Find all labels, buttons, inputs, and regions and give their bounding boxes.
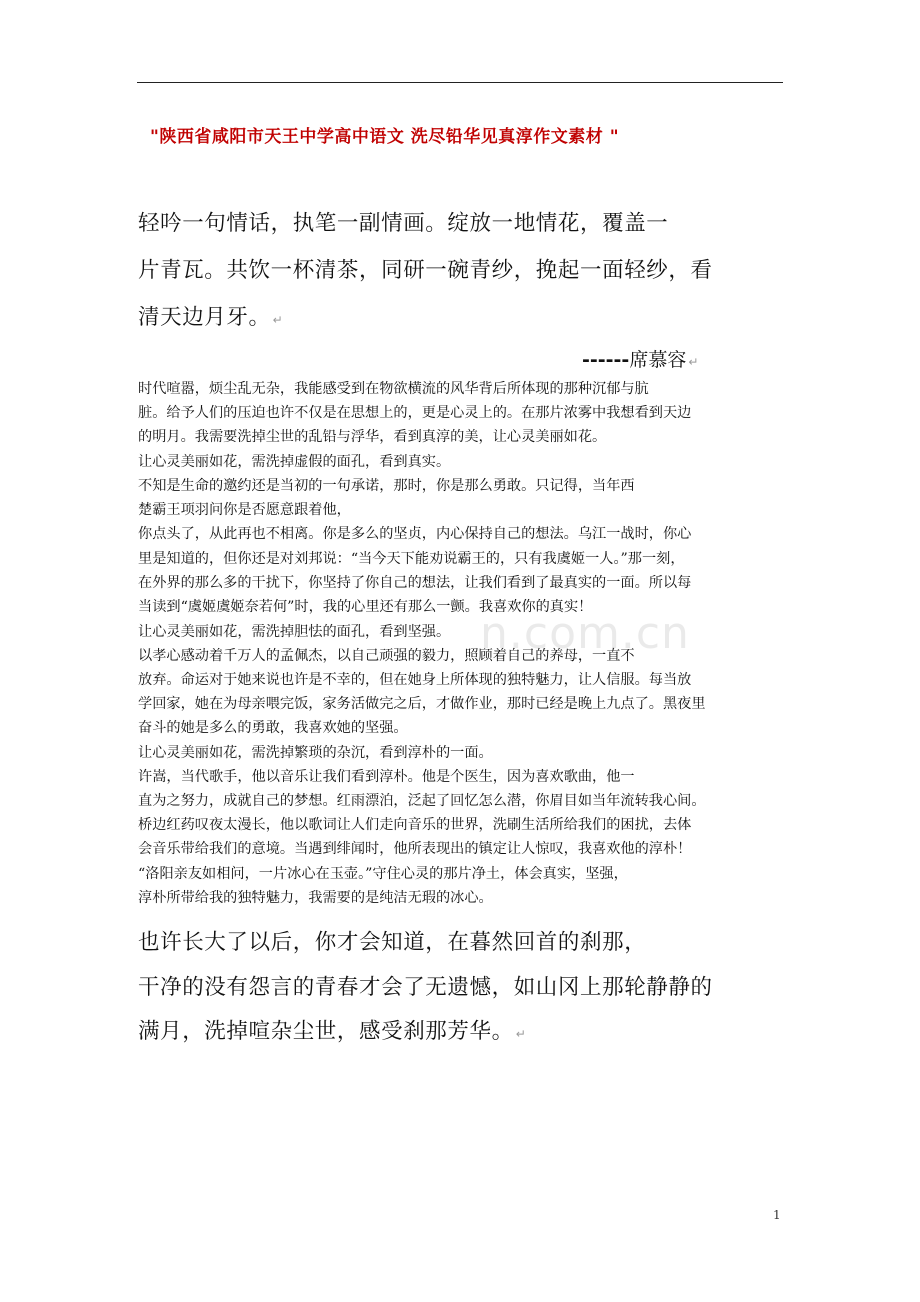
paragraph-mark: ↵ — [272, 313, 284, 327]
body-line: 脏。给予人们的压迫也许不仅是在思想上的，更是心灵上的。在那片浓雾中我想看到天边 — [138, 405, 692, 421]
body-line: 淳朴所带给我的独特魅力，我需要的是纯洁无瑕的冰心。 — [138, 890, 493, 906]
body-line: 你点头了，从此再也不相离。你是多么的坚贞，内心保持自己的想法。乌江一战时，你心 — [138, 526, 692, 542]
body-line: 直为之努力，成就自己的梦想。红雨漂泊，泛起了回忆怎么潜，你眉目如当年流转我心间。 — [138, 793, 706, 809]
signature — [582, 345, 698, 372]
body-line: 时代喧嚣，烦尘乱无杂，我能感受到在物欲横流的风华背后所体现的那种沉郁与肮 — [138, 381, 649, 397]
body-line: 许嵩，当代歌手，他以音乐让我们看到淳朴。他是个医生，因为喜欢歌曲，他一 — [138, 769, 635, 785]
closing-line-2: 干净的没有怨言的青春才会了无遗憾，如山冈上那轮静静的 — [138, 975, 713, 1000]
body-line: 让心灵美丽如花，需洗掉繁琐的杂沉，看到淳朴的一面。 — [138, 745, 493, 761]
signature-name: 席慕容 — [629, 349, 687, 371]
intro-line-2: 片青瓦。共饮一杯清茶，同研一碗青纱，挽起一面轻纱，看 — [138, 258, 713, 283]
closing-line-3-text: 满月，洗掉喧杂尘世，感受刹那芳华。 — [138, 1019, 514, 1044]
intro-line-1: 轻吟一句情话，执笔一副情画。绽放一地情花，覆盖一 — [138, 211, 669, 236]
document-title: "陕西省咸阳市天王中学高中语文 洗尽铅华见真淳作文素材 " — [150, 127, 620, 147]
body-line: 让心灵美丽如花，需洗掉胆怯的面孔，看到坚强。 — [138, 624, 451, 640]
paragraph-mark: ↵ — [515, 1027, 527, 1041]
body-line: 在外界的那么多的干扰下，你坚持了你自己的想法，让我们看到了最真实的一面。所以每 — [138, 575, 692, 591]
watermark: n.com.cn — [480, 608, 690, 659]
body-line: “洛阳亲友如相问，一片冰心在玉壶。”守住心灵的那片净土，体会真实，坚强， — [138, 866, 628, 882]
header-rule — [137, 82, 783, 83]
page-number: 1 — [773, 1208, 781, 1222]
paragraph-mark: ↵ — [688, 355, 699, 369]
closing-line-1: 也许长大了以后，你才会知道，在暮然回首的刹那， — [138, 930, 647, 955]
intro-line-3 — [138, 300, 758, 331]
body-line: 让心灵美丽如花，需洗掉虚假的面孔，看到真实。 — [138, 454, 451, 470]
body-line: 楚霸王项羽问你是否愿意跟着他， — [138, 502, 351, 518]
body-line: 学回家，她在为母亲喂完饭，家务活做完之后，才做作业，那时已经是晚上九点了。黑夜里 — [138, 696, 706, 712]
body-line: 以孝心感动着千万人的孟佩杰，以自己顽强的毅力，照顾着自己的养母，一直不 — [138, 648, 635, 664]
signature-dashes: ------ — [582, 349, 630, 371]
closing-line-3 — [138, 1014, 758, 1045]
body-line: 当读到“虞姬虞姬奈若何”时，我的心里还有那么一颤。我喜欢你的真实！ — [138, 599, 593, 615]
intro-line-3-text: 清天边月牙。 — [138, 305, 271, 330]
body-line: 奋斗的她是多么的勇敢，我喜欢她的坚强。 — [138, 720, 408, 736]
body-line: 的明月。我需要洗掉尘世的乱铅与浮华，看到真淳的美，让心灵美丽如花。 — [138, 429, 607, 445]
body-line: 桥边红药叹夜太漫长，他以歌词让人们走向音乐的世界，洗刷生活所给我们的困扰，去体 — [138, 817, 692, 833]
body-line: 放弃。命运对于她来说也许是不幸的，但在她身上所体现的独特魅力，让人信服。每当放 — [138, 672, 692, 688]
body-line: 里是知道的，但你还是对刘邦说：“当今天下能劝说霸王的，只有我虞姬一人。”那一刻， — [138, 551, 685, 567]
body-line: 不知是生命的邀约还是当初的一句承诺，那时，你是那么勇敢。只记得，当年西 — [138, 478, 635, 494]
body-line: 会音乐带给我们的意境。当遇到绯闻时，他所表现出的镇定让人惊叹，我喜欢他的淳朴！ — [138, 841, 692, 857]
